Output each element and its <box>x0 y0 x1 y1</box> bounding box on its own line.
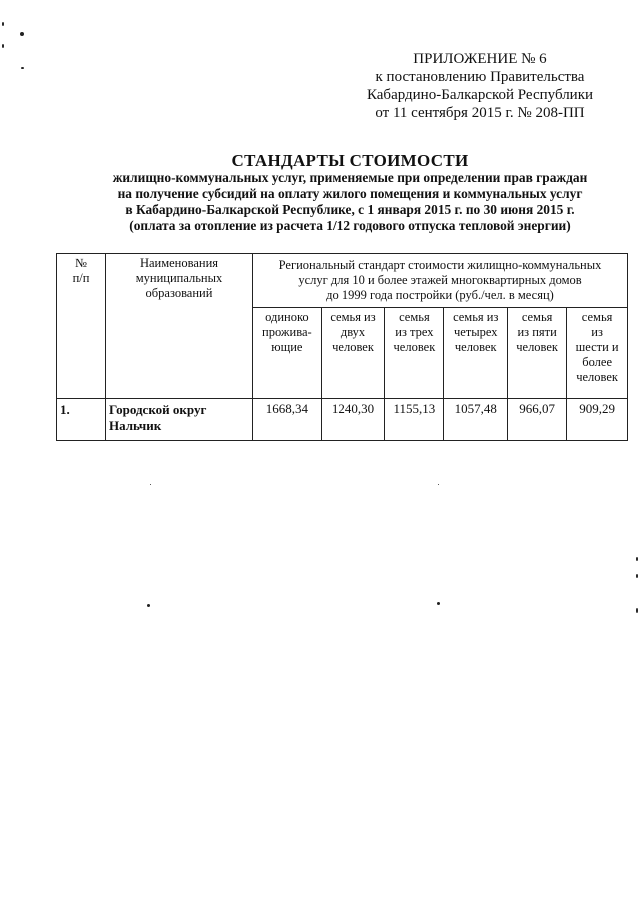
scan-speck <box>21 67 24 69</box>
value-cell: 909,29 <box>567 399 628 441</box>
value-cell: 1668,34 <box>253 399 322 441</box>
subheader-cell <box>321 308 385 399</box>
scan-speck <box>2 44 4 48</box>
col-name-header-line: муниципальных <box>135 271 223 285</box>
subheader-cell <box>444 308 508 399</box>
subheader-line: из трех <box>395 325 434 339</box>
col-num-header-line: № <box>75 256 87 270</box>
row-name-line: Нальчик <box>109 418 162 433</box>
appendix-line-1: к постановлению Правительства <box>375 69 585 85</box>
subheader-line: четырех <box>453 325 498 339</box>
heading-line-4: (оплата за отопление из расчета 1/12 годового отпуска тепловой энергии) <box>129 218 571 233</box>
subheader-line: человек <box>516 340 559 354</box>
subheader-line: семья <box>521 310 553 324</box>
scan-speck <box>636 574 638 578</box>
scan-speck <box>20 32 24 36</box>
heading-line-3: в Кабардино-Балкарской Республике, с 1 января 2015 г. по 30 июня 2015 г. <box>125 202 575 217</box>
col-name-header-line: образований <box>145 286 213 300</box>
subheader-cell <box>253 308 322 399</box>
subheader-line: человек <box>576 370 618 384</box>
group-header-line: услуг для 10 и более этажей многоквартирных домов <box>298 273 582 287</box>
scan-speck <box>150 484 151 485</box>
col-num-header-line: п/п <box>72 271 90 285</box>
header-row <box>57 254 628 308</box>
row-name-line: Городской округ <box>109 402 207 417</box>
subheader-line: из <box>591 325 603 339</box>
group-header-line: Региональный стандарт стоимости жилищно-коммунальных <box>278 258 602 272</box>
value-cell: 1057,48 <box>444 399 508 441</box>
appendix-title: ПРИЛОЖЕНИЕ № 6 <box>413 51 547 67</box>
subheader-cell <box>508 308 567 399</box>
scan-speck <box>437 602 440 605</box>
row-number: 1. <box>57 399 106 441</box>
subheader-line: шести и <box>575 340 619 354</box>
value-cell: 1240,30 <box>321 399 385 441</box>
col-num-header <box>57 254 106 399</box>
row-name <box>106 399 253 441</box>
col-name-header <box>106 254 253 399</box>
group-header-line: до 1999 года постройки (руб./чел. в месяц) <box>326 288 554 302</box>
subheader-line: семья из <box>330 310 376 324</box>
appendix-block <box>330 50 630 122</box>
heading-line-1: жилищно-коммунальных услуг, применяемые при определении прав граждан <box>112 170 588 185</box>
subheader-line: прожива- <box>262 325 312 339</box>
group-header <box>253 254 628 308</box>
subheader-line: одиноко <box>265 310 309 324</box>
scan-speck <box>2 22 4 26</box>
subheader-line: более <box>582 355 612 369</box>
heading-title: СТАНДАРТЫ СТОИМОСТИ <box>231 151 469 170</box>
subheader-cell <box>567 308 628 399</box>
document-heading <box>80 153 620 234</box>
subheader-line: человек <box>393 340 436 354</box>
subheader-line: семья <box>399 310 430 324</box>
heading-line-2: на получение субсидий на оплату жилого помещения и коммунальных услуг <box>117 186 583 201</box>
subheader-line: человек <box>454 340 497 354</box>
appendix-line-3: от 11 сентября 2015 г. № 208-ПП <box>375 105 585 121</box>
scan-speck <box>438 484 439 485</box>
subheader-line: семья <box>581 310 613 324</box>
subheader-line: из пяти <box>517 325 557 339</box>
scan-speck <box>636 557 638 561</box>
table-row <box>57 399 628 441</box>
subheader-line: ющие <box>271 340 303 354</box>
appendix-line-2: Кабардино-Балкарской Республики <box>366 87 594 103</box>
subheader-line: семья из <box>453 310 499 324</box>
scan-speck <box>147 604 150 607</box>
scan-speck <box>636 608 638 613</box>
value-cell: 1155,13 <box>385 399 444 441</box>
subheader-cell <box>385 308 444 399</box>
subheader-line: человек <box>332 340 374 354</box>
value-cell: 966,07 <box>508 399 567 441</box>
subheader-line: двух <box>340 325 366 339</box>
col-name-header-line: Наименования <box>139 256 219 270</box>
standards-table <box>56 253 628 441</box>
